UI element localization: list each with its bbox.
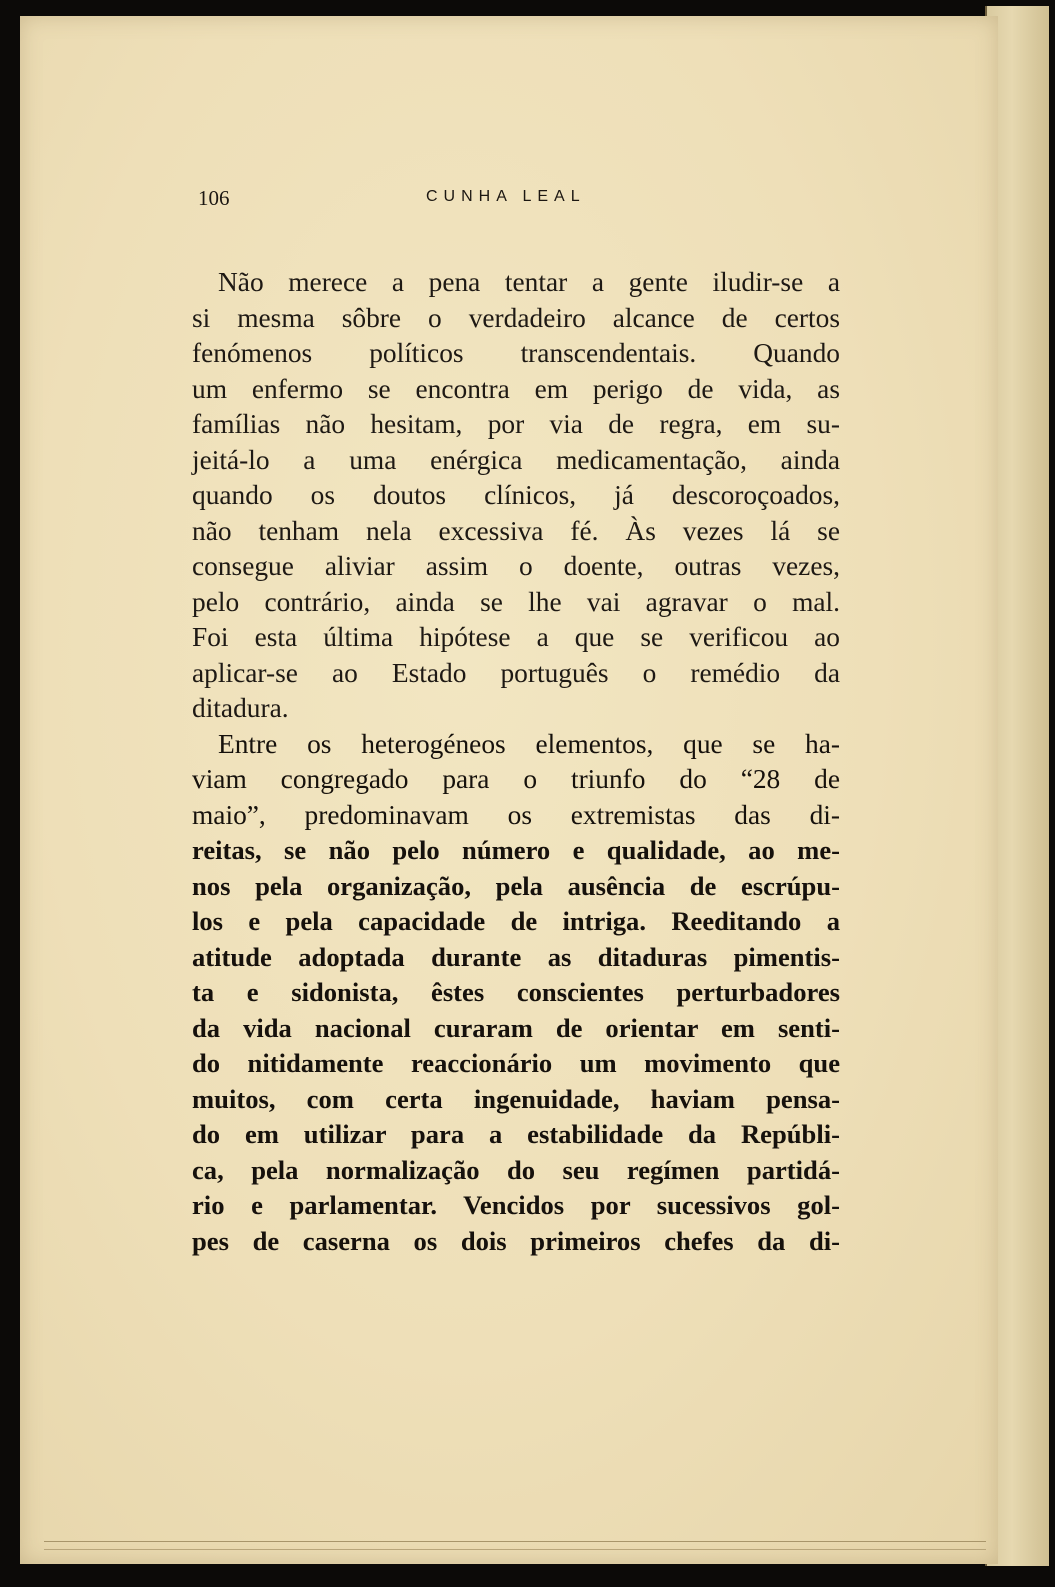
text-line: atitude adoptada durante as ditaduras pimentis- — [192, 941, 840, 972]
paragraph — [192, 265, 840, 727]
text-line: viam congregado para o triunfo do “28 de — [192, 764, 840, 794]
text-line: maio”, predominavam os extremistas das di- — [192, 799, 840, 830]
text-line: consegue aliviar assim o doente, outras vezes, — [192, 551, 840, 581]
page-bottom-edge — [44, 1541, 986, 1542]
running-head: CUNHA LEAL — [426, 188, 586, 205]
text-line: fenómenos políticos transcendentais. Quando — [192, 338, 840, 368]
text-line: do em utilizar para a estabilidade da Repúbli- — [192, 1119, 840, 1149]
text-line: aplicar-se ao Estado português o remédio da — [192, 657, 840, 688]
text-line: ta e sidonista, êstes conscientes perturbadores — [192, 977, 840, 1007]
text-line: ditadura. — [192, 693, 289, 723]
body-text — [192, 265, 840, 1259]
paragraph — [192, 727, 840, 1260]
text-line: não tenham nela excessiva fé. Às vezes lá se — [192, 515, 840, 546]
text-line: quando os doutos clínicos, já descoroçoados, — [192, 480, 840, 510]
text-line: jeitá-lo a uma enérgica medicamentação, ainda — [192, 444, 840, 475]
text-line: um enfermo se encontra em perigo de vida, as — [192, 373, 840, 404]
text-line: ca, pela normalização do seu regímen partidá- — [192, 1154, 840, 1185]
page-header — [198, 186, 838, 216]
text-line: muitos, com certa ingenuidade, haviam pensa- — [192, 1083, 840, 1114]
text-line: Foi esta última hipótese a que se verificou ao — [192, 622, 840, 652]
text-line: do nitidamente reaccionário um movimento que — [192, 1048, 840, 1078]
text-line: reitas, se não pelo número e qualidade, ao me- — [192, 835, 840, 865]
text-line: da vida nacional curaram de orientar em senti- — [192, 1012, 840, 1043]
text-line: nos pela organização, pela ausência de escrúpu- — [192, 870, 840, 901]
page-bottom-edge-inner — [44, 1549, 986, 1550]
page-number: 106 — [198, 186, 230, 210]
text-line: si mesma sôbre o verdadeiro alcance de certos — [192, 302, 840, 333]
text-line: Entre os heterogéneos elementos, que se ha- — [218, 728, 840, 759]
text-line: pes de caserna os dois primeiros chefes da di- — [192, 1225, 840, 1256]
text-line: pelo contrário, ainda se lhe vai agravar o mal. — [192, 586, 840, 617]
text-line: los e pela capacidade de intriga. Reeditando a — [192, 906, 840, 936]
text-line: famílias não hesitam, por via de regra, em su- — [192, 409, 840, 439]
text-line: rio e parlamentar. Vencidos por sucessivos gol- — [192, 1190, 840, 1220]
text-line: Não merece a pena tentar a gente iludir-se a — [218, 267, 840, 297]
